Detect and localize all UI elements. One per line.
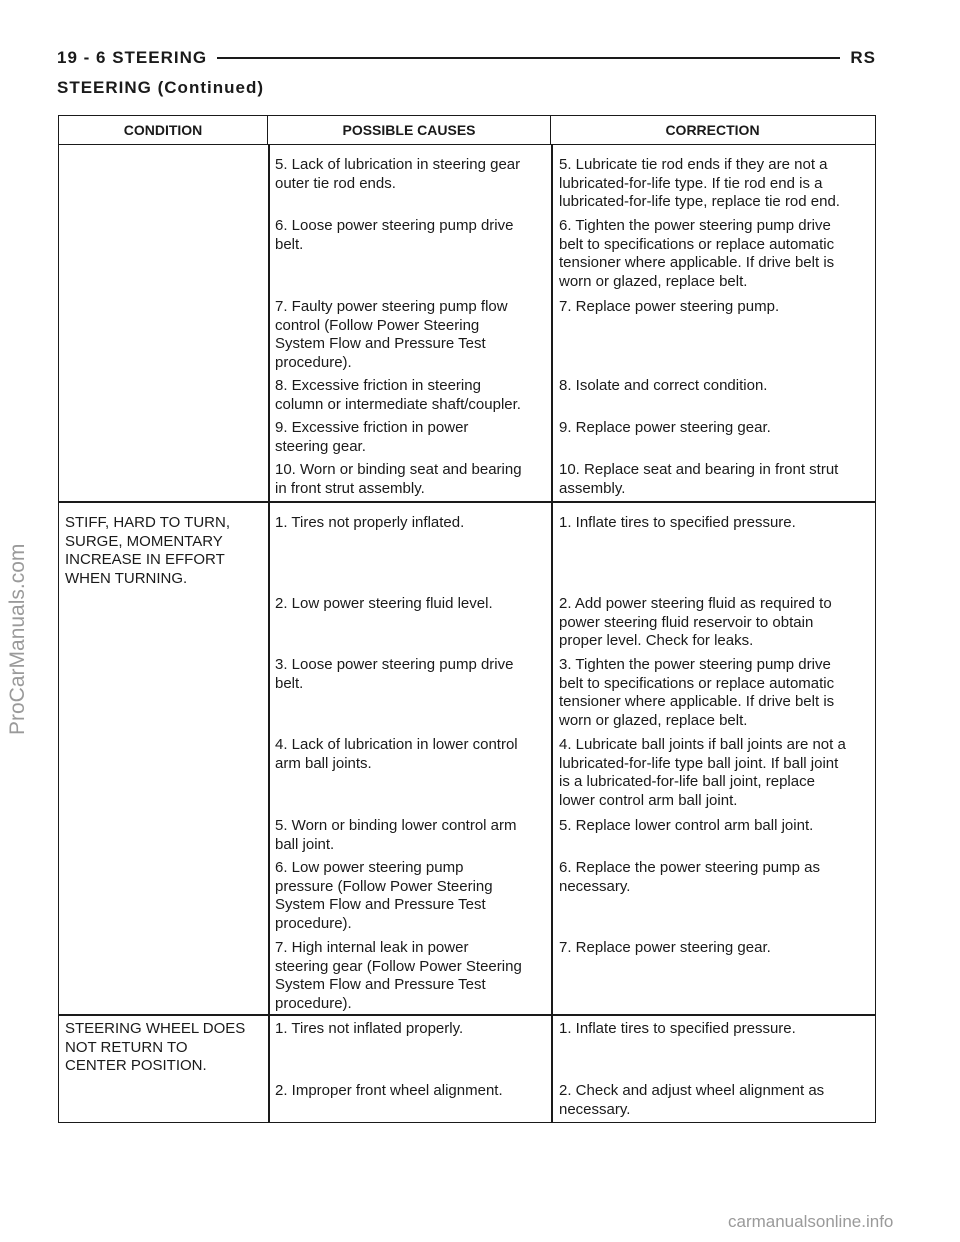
- table-cell-cause: 5. Lack of lubrication in steering gear outer tie rod ends.: [275, 156, 521, 192]
- table-cell-cause: 1. Tires not properly inflated.: [275, 514, 465, 531]
- table-header: [59, 116, 875, 145]
- condition-separator: [59, 501, 875, 503]
- table-cell-cause: 6. Low power steering pump pressure (Follow Power Steering System Flow and Pressure Test procedure).: [275, 859, 493, 932]
- table-cell-cause: 2. Low power steering fluid level.: [275, 595, 493, 612]
- table-cell-cause: 2. Improper front wheel alignment.: [275, 1082, 503, 1099]
- table-cell-correction: 7. Replace power steering pump.: [559, 298, 780, 315]
- table-cell-cause: 6. Loose power steering pump drive belt.: [275, 217, 514, 253]
- table-cell-cause: 7. High internal leak in power steering gear (Follow Power Steering System Flow and Pressure Test procedure).: [275, 939, 522, 1012]
- table-cell-cause: 7. Faulty power steering pump flow control (Follow Power Steering System Flow and Pressure Test procedure).: [275, 298, 508, 371]
- table-cell-correction: 6. Replace the power steering pump as necessary.: [559, 859, 820, 895]
- column-header-causes: POSSIBLE CAUSES: [268, 116, 551, 144]
- table-cell-correction: 1. Inflate tires to specified pressure.: [559, 514, 796, 531]
- condition-separator: [59, 1014, 875, 1016]
- column-header-correction: CORRECTION: [665, 122, 760, 138]
- table-cell-cause: 1. Tires not inflated properly.: [275, 1020, 464, 1037]
- table-cell-correction: 5. Lubricate tie rod ends if they are not a lubricated-for-life type. If tie rod end is a lubricated-for-life type, replace tie rod end.: [559, 156, 840, 210]
- model-code: RS: [850, 48, 876, 67]
- table-cell-condition: STEERING WHEEL DOES NOT RETURN TO CENTER POSITION.: [65, 1020, 246, 1074]
- column-header-condition: CONDITION: [59, 116, 268, 144]
- diagnosis-table: [58, 115, 876, 1123]
- table-cell-cause: 9. Excessive friction in power steering gear.: [275, 419, 469, 455]
- table-cell-cause: 8. Excessive friction in steering column or intermediate shaft/coupler.: [275, 377, 521, 413]
- table-cell-cause: 10. Worn or binding seat and bearing in front strut assembly.: [275, 461, 522, 497]
- column-divider: [551, 144, 553, 1122]
- table-cell-correction: 10. Replace seat and bearing in front strut assembly.: [559, 461, 839, 497]
- table-cell-correction: 3. Tighten the power steering pump drive belt to specifications or replace automatic tensioner where applicable. If drive belt is worn or glazed, replace belt.: [559, 656, 835, 729]
- watermark-left: ProCarManuals.com: [6, 543, 29, 735]
- table-cell-cause: 4. Lack of lubrication in lower control arm ball joints.: [275, 736, 518, 772]
- header-rule: [217, 57, 840, 59]
- table-cell-correction: 5. Replace lower control arm ball joint.: [559, 817, 814, 834]
- table-cell-correction: 7. Replace power steering gear.: [559, 939, 771, 956]
- table-cell-cause: 3. Loose power steering pump drive belt.: [275, 656, 514, 692]
- table-cell-correction: 2. Check and adjust wheel alignment as necessary.: [559, 1082, 825, 1118]
- table-cell-correction: 8. Isolate and correct condition.: [559, 377, 768, 394]
- page-header: [57, 46, 876, 70]
- table-cell-cause: 5. Worn or binding lower control arm ball joint.: [275, 817, 517, 853]
- watermark-bottom: carmanualsonline.info: [728, 1212, 894, 1231]
- table-cell-correction: 6. Tighten the power steering pump drive belt to specifications or replace automatic tensioner where applicable. If drive belt is worn or glazed, replace belt.: [559, 217, 835, 290]
- table-cell-correction: 4. Lubricate ball joints if ball joints are not a lubricated-for-life type ball joint. If ball joint is a lubricated-for-life ball joint, replace lower control arm ball joint.: [559, 736, 846, 809]
- table-cell-correction: 2. Add power steering fluid as required to power steering fluid reservoir to obtain proper level. Check for leaks.: [559, 595, 832, 649]
- table-cell-correction: 9. Replace power steering gear.: [559, 419, 771, 436]
- section-title: STEERING (Continued): [57, 78, 264, 97]
- column-divider: [268, 144, 270, 1122]
- page-number-section: 19 - 6 STEERING: [57, 48, 208, 67]
- table-cell-correction: 1. Inflate tires to specified pressure.: [559, 1020, 796, 1037]
- table-cell-condition: STIFF, HARD TO TURN, SURGE, MOMENTARY INCREASE IN EFFORT WHEN TURNING.: [65, 514, 231, 587]
